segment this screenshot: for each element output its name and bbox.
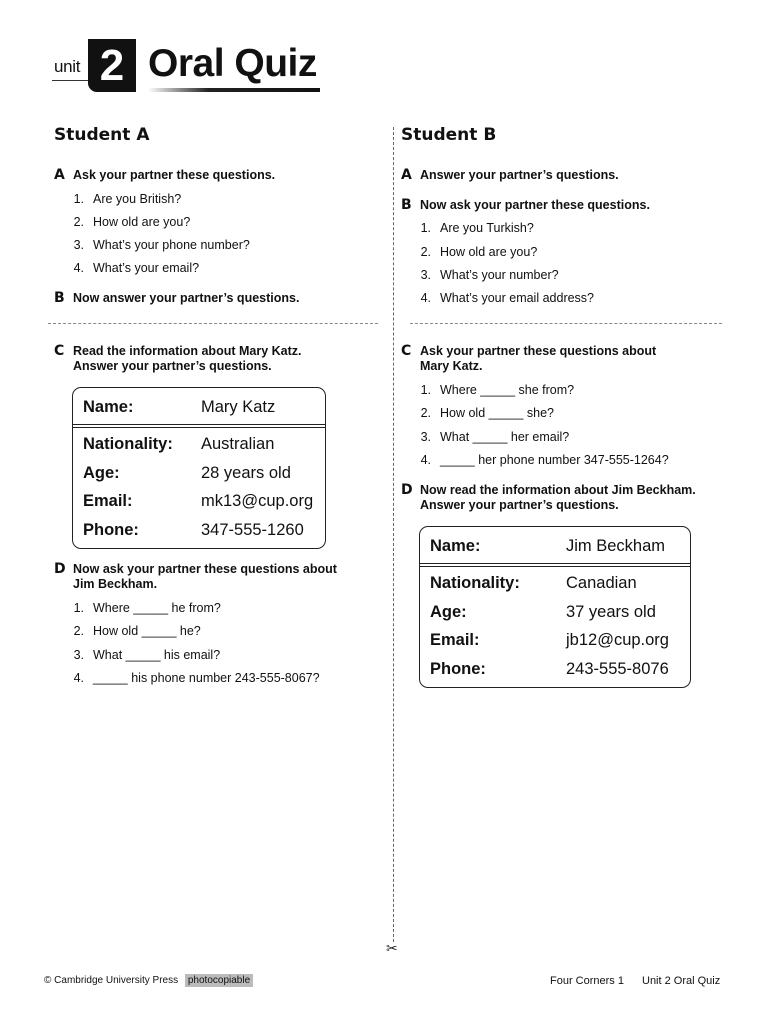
question-number: 1. — [420, 383, 431, 397]
question-text: What _____ his email? — [93, 648, 221, 662]
copyright-symbol: © — [44, 975, 52, 986]
card-label: Phone: — [430, 660, 486, 678]
card-value: Mary Katz — [201, 398, 276, 416]
section-b-instruction: Now answer your partner’s questions. — [73, 291, 300, 305]
question-text: How old are you? — [440, 245, 538, 259]
card-value: Canadian — [566, 574, 637, 592]
scissors-icon: ✂ — [386, 940, 398, 956]
card-label: Name: — [430, 537, 481, 555]
question-number: 2. — [420, 245, 431, 259]
section-a-instruction: Ask your partner these questions. — [73, 168, 276, 182]
section-d-letter: D — [401, 482, 413, 498]
card-label: Name: — [83, 398, 134, 416]
section-c-letter: C — [401, 343, 412, 359]
info-card-jim-beckham — [419, 526, 691, 688]
card-label: Phone: — [83, 521, 139, 539]
section-d-instruction: Now read the information about Jim Beckham. — [420, 483, 696, 497]
question-text: What _____ her email? — [440, 430, 570, 444]
section-b-letter: B — [54, 290, 65, 306]
card-label: Nationality: — [83, 435, 173, 453]
card-label: Age: — [83, 464, 120, 482]
card-value: jb12@cup.org — [566, 631, 669, 649]
card-value: 243-555-8076 — [566, 660, 669, 678]
unit-number-badge: 2 — [88, 39, 136, 92]
cut-line-vertical — [393, 127, 394, 942]
footer-copyright — [44, 975, 253, 986]
publisher-name: Cambridge University Press — [54, 975, 179, 986]
section-c-instruction-line2: Answer your partner’s questions. — [73, 359, 272, 373]
question-number: 3. — [73, 238, 84, 252]
question-number: 4. — [420, 453, 431, 467]
photocopiable-badge: photocopiable — [185, 974, 253, 987]
question-number: 3. — [73, 648, 84, 662]
footer-quiz-title: Unit 2 Oral Quiz — [642, 975, 721, 987]
cut-line-horizontal — [410, 323, 722, 324]
card-value: 28 years old — [201, 464, 291, 482]
section-c-instruction: Ask your partner these questions about — [420, 344, 657, 358]
cut-line-horizontal — [48, 323, 378, 324]
question-number: 3. — [420, 268, 431, 282]
student-a-heading: Student A — [54, 125, 150, 145]
question-number: 1. — [420, 221, 431, 235]
section-c-instruction-line2: Mary Katz. — [420, 359, 483, 373]
question-text: Where _____ he from? — [93, 601, 221, 615]
question-number: 4. — [73, 671, 84, 685]
section-a-letter: A — [401, 167, 412, 183]
card-label: Email: — [83, 492, 133, 510]
section-d-instruction: Now ask your partner these questions about — [73, 562, 337, 576]
card-value: 37 years old — [566, 603, 656, 621]
question-text: Where _____ she from? — [440, 383, 575, 397]
card-divider — [420, 566, 690, 567]
question-text: Are you Turkish? — [440, 221, 534, 235]
card-label: Email: — [430, 631, 480, 649]
question-number: 2. — [420, 406, 431, 420]
question-number: 4. — [73, 261, 84, 275]
section-c-letter: C — [54, 343, 65, 359]
question-text: What’s your email address? — [440, 291, 595, 305]
student-b-heading: Student B — [401, 125, 497, 145]
question-text: _____ her phone number 347-555-1264? — [440, 453, 669, 467]
question-text: How old _____ he? — [93, 624, 201, 638]
section-d-instruction-line2: Jim Beckham. — [73, 577, 158, 591]
section-a-letter: A — [54, 167, 65, 183]
question-text: What’s your number? — [440, 268, 559, 282]
page-title: Oral Quiz — [148, 42, 317, 85]
question-number: 4. — [420, 291, 431, 305]
question-text: _____ his phone number 243-555-8067? — [93, 671, 320, 685]
card-value: Australian — [201, 435, 275, 453]
section-b-letter: B — [401, 197, 412, 213]
question-text: How old are you? — [93, 215, 191, 229]
unit-label: unit — [54, 57, 81, 76]
card-value: 347-555-1260 — [201, 521, 304, 539]
question-number: 2. — [73, 624, 84, 638]
question-text: What’s your email? — [93, 261, 200, 275]
card-divider — [420, 563, 690, 564]
card-label: Age: — [430, 603, 467, 621]
question-text: Are you British? — [93, 192, 182, 206]
card-label: Nationality: — [430, 574, 520, 592]
card-divider — [73, 427, 325, 428]
section-c-instruction: Read the information about Mary Katz. — [73, 344, 302, 358]
section-a-instruction: Answer your partner’s questions. — [420, 168, 619, 182]
question-number: 3. — [420, 430, 431, 444]
question-number: 1. — [73, 601, 84, 615]
info-card-mary-katz — [72, 387, 326, 549]
question-text: What’s your phone number? — [93, 238, 250, 252]
card-divider — [73, 424, 325, 425]
section-d-instruction-line2: Answer your partner’s questions. — [420, 498, 619, 512]
section-b-instruction: Now ask your partner these questions. — [420, 198, 650, 212]
question-number: 1. — [73, 192, 84, 206]
question-text: How old _____ she? — [440, 406, 554, 420]
section-d-letter: D — [54, 561, 66, 577]
unit-underline — [52, 80, 88, 81]
card-value: mk13@cup.org — [201, 492, 314, 510]
question-number: 2. — [73, 215, 84, 229]
card-value: Jim Beckham — [566, 537, 666, 555]
title-rule — [148, 88, 320, 92]
footer-book-title: Four Corners 1 — [550, 975, 624, 987]
